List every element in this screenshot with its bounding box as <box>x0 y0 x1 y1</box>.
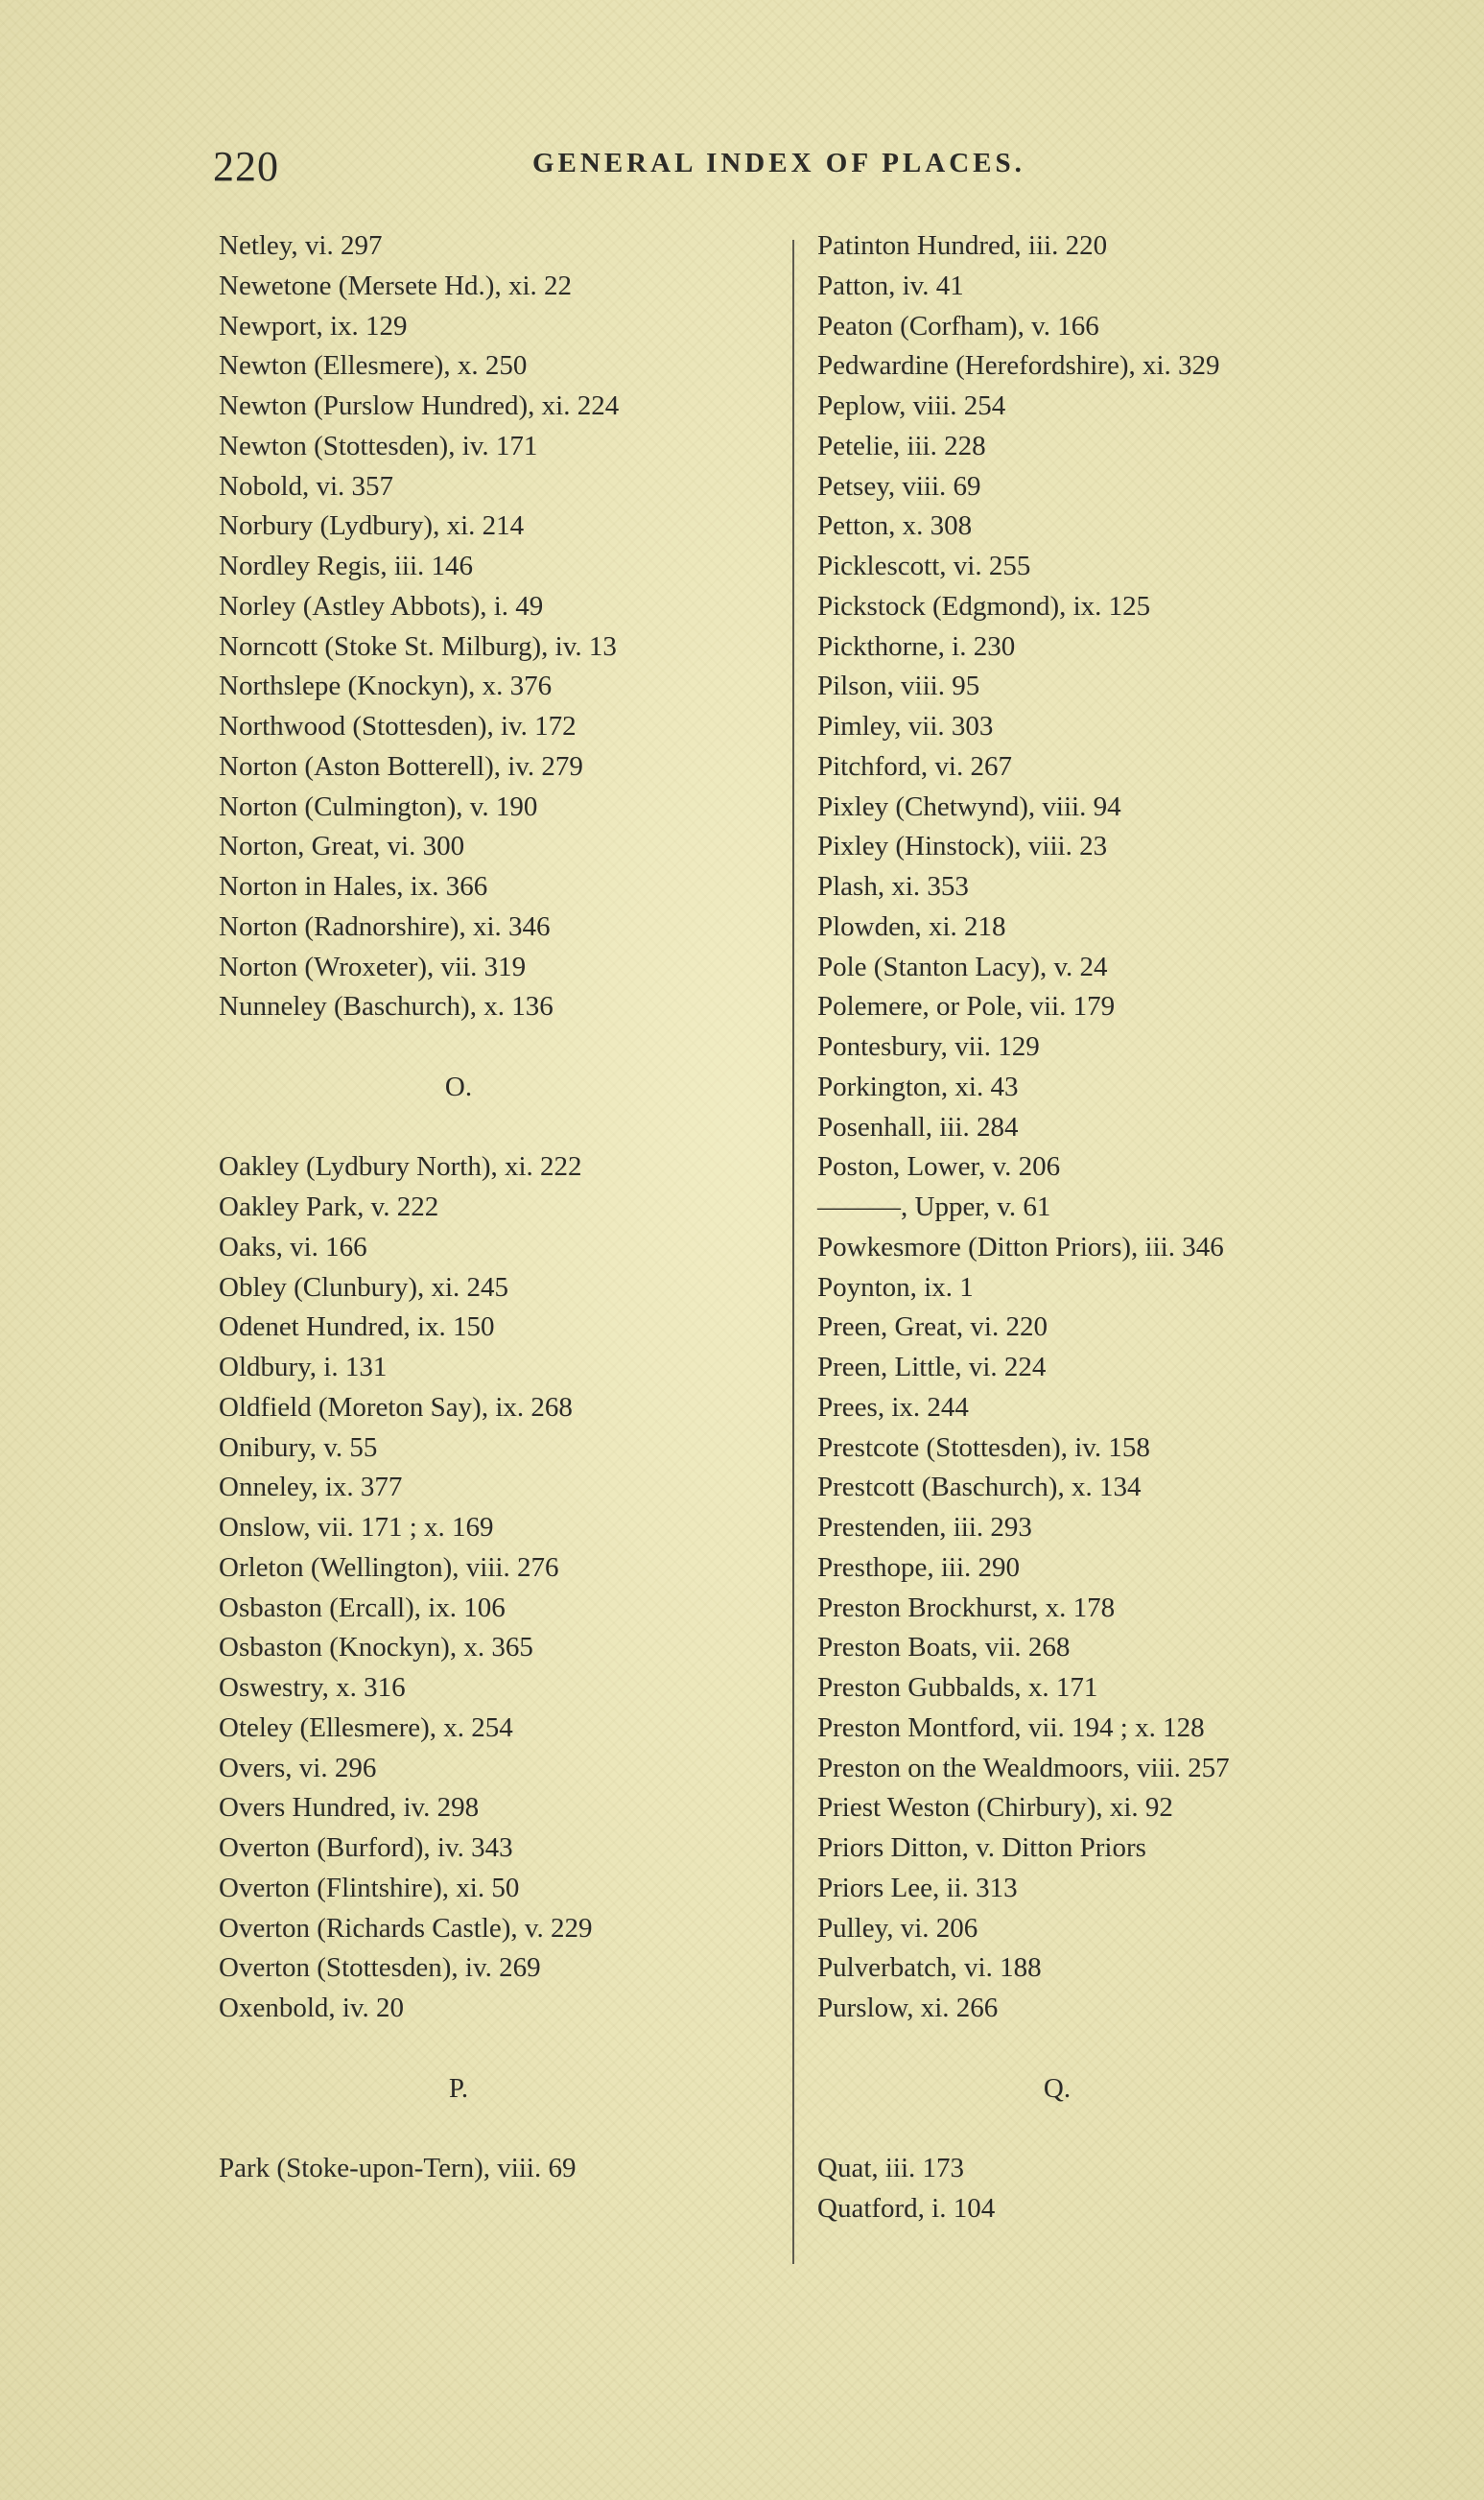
index-entry: Peplow, viii. 254 <box>817 390 1006 421</box>
index-entry: Pixley (Chetwynd), viii. 94 <box>817 790 1121 822</box>
index-entry: Northslepe (Knockyn), x. 376 <box>219 671 553 702</box>
index-entry: Osbaston (Knockyn), x. 365 <box>219 1632 533 1663</box>
index-entry: Preston Boats, vii. 268 <box>817 1632 1071 1663</box>
section-heading-q: Q. <box>1043 2072 1072 2104</box>
index-entry: Pulverbatch, vi. 188 <box>817 1952 1042 1984</box>
index-entry: Pilson, viii. 95 <box>817 671 980 702</box>
index-entry: Newton (Ellesmere), x. 250 <box>219 350 528 382</box>
page-number: 220 <box>213 143 279 190</box>
q-entries <box>817 2149 1354 2229</box>
index-entry: Overton (Richards Castle), v. 229 <box>219 1912 593 1944</box>
index-entry: Norton (Radnorshire), xi. 346 <box>219 910 551 942</box>
index-entry: Norton, Great, vi. 300 <box>219 831 465 862</box>
index-entry: Picklescott, vi. 255 <box>817 551 1031 581</box>
spacer <box>219 2109 756 2149</box>
index-entry: Plowden, xi. 218 <box>817 910 1006 942</box>
spacer <box>817 2029 1354 2069</box>
index-entry: Osbaston (Ercall), ix. 106 <box>219 1592 506 1623</box>
index-entry: Overs, vi. 296 <box>219 1752 377 1783</box>
index-entry: Nordley Regis, iii. 146 <box>219 551 474 581</box>
index-entry: Oakley (Lydbury North), xi. 222 <box>219 1151 582 1183</box>
index-entry: Pickstock (Edgmond), ix. 125 <box>817 590 1151 622</box>
index-entry: Petsey, viii. 69 <box>817 470 981 502</box>
index-entry: Pontesbury, vii. 129 <box>817 1031 1040 1062</box>
index-entry: ———, Upper, v. 61 <box>817 1191 1051 1222</box>
index-entry: Powkesmore (Ditton Priors), iii. 346 <box>817 1231 1224 1262</box>
index-entry: Oldbury, i. 131 <box>219 1352 388 1382</box>
index-entry: Norbury (Lydbury), xi. 214 <box>219 510 525 542</box>
index-entry: Oxenbold, iv. 20 <box>219 1993 405 2023</box>
left-column <box>219 226 756 2189</box>
index-entry: Norncott (Stoke St. Milburg), iv. 13 <box>219 630 617 662</box>
index-entry: Patinton Hundred, iii. 220 <box>817 230 1108 261</box>
index-entry: Overton (Flintshire), xi. 50 <box>219 1872 520 1903</box>
index-entry: Oteley (Ellesmere), x. 254 <box>219 1711 513 1743</box>
index-entry: Newport, ix. 129 <box>219 310 408 342</box>
index-entry: Onslow, vii. 171 ; x. 169 <box>219 1512 494 1543</box>
index-entry: Norton in Hales, ix. 366 <box>219 871 488 902</box>
index-entry: Posenhall, iii. 284 <box>817 1111 1019 1143</box>
index-entry: Oaks, vi. 166 <box>219 1231 367 1262</box>
spacer <box>219 2029 756 2069</box>
index-entry: Pole (Stanton Lacy), v. 24 <box>817 951 1108 982</box>
running-head: GENERAL INDEX OF PLACES. <box>532 148 1025 178</box>
index-entry: Overton (Burford), iv. 343 <box>219 1832 513 1863</box>
index-entry: Northwood (Stottesden), iv. 172 <box>219 711 577 742</box>
section-heading-o: O. <box>444 1071 473 1102</box>
index-entry: Nunneley (Baschurch), x. 136 <box>219 991 554 1023</box>
index-entry: Onibury, v. 55 <box>219 1431 378 1463</box>
index-entry: Patton, iv. 41 <box>817 270 964 301</box>
index-entry: Preston on the Wealdmoors, viii. 257 <box>817 1752 1230 1783</box>
index-entry: Priest Weston (Chirbury), xi. 92 <box>817 1792 1173 1824</box>
index-entry: Oldfield (Moreton Say), ix. 268 <box>219 1391 573 1423</box>
index-entry: Preen, Little, vi. 224 <box>817 1352 1047 1382</box>
index-entry: Netley, vi. 297 <box>219 230 383 261</box>
index-entry: Newton (Purslow Hundred), xi. 224 <box>219 390 620 421</box>
index-entry: Pitchford, vi. 267 <box>817 750 1012 782</box>
index-entry: Petton, x. 308 <box>817 510 973 542</box>
index-entry: Norton (Aston Botterell), iv. 279 <box>219 750 583 782</box>
spacer <box>219 1108 756 1148</box>
right-column <box>817 226 1354 2229</box>
index-entry: Poston, Lower, v. 206 <box>817 1151 1061 1183</box>
index-entry: Preston Gubbalds, x. 171 <box>817 1672 1098 1703</box>
n-entries <box>219 226 756 1027</box>
index-entry: Overs Hundred, iv. 298 <box>219 1792 480 1824</box>
index-entry: Polemere, or Pole, vii. 179 <box>817 991 1116 1023</box>
index-entry: Orleton (Wellington), viii. 276 <box>219 1551 559 1583</box>
index-entry: Pimley, vii. 303 <box>817 711 994 742</box>
p-entries-left <box>219 2149 756 2189</box>
index-entry: Pulley, vi. 206 <box>817 1912 978 1944</box>
spacer <box>817 2109 1354 2149</box>
o-entries <box>219 1147 756 2029</box>
index-entry: Quat, iii. 173 <box>817 2153 965 2183</box>
index-entry: Pickthorne, i. 230 <box>817 630 1016 662</box>
index-entry: Oakley Park, v. 222 <box>219 1191 439 1222</box>
column-divider <box>792 240 794 2264</box>
index-entry: Pixley (Hinstock), viii. 23 <box>817 831 1108 862</box>
index-entry: Preston Montford, vii. 194 ; x. 128 <box>817 1711 1205 1743</box>
index-entry: Petelie, iii. 228 <box>817 430 986 461</box>
index-entry: Preston Brockhurst, x. 178 <box>817 1592 1116 1623</box>
index-entry: Overton (Stottesden), iv. 269 <box>219 1952 541 1984</box>
index-entry: Priors Lee, ii. 313 <box>817 1872 1018 1903</box>
index-entry: Odenet Hundred, ix. 150 <box>219 1311 495 1343</box>
index-entry: Newton (Stottesden), iv. 171 <box>219 430 538 461</box>
index-entry: Preen, Great, vi. 220 <box>817 1311 1048 1343</box>
index-entry: Presthope, iii. 290 <box>817 1551 1021 1583</box>
spacer <box>219 1027 756 1068</box>
index-entry: Poynton, ix. 1 <box>817 1271 974 1303</box>
index-entry: Onneley, ix. 377 <box>219 1472 403 1503</box>
index-entry: Quatford, i. 104 <box>817 2192 996 2224</box>
index-entry: Park (Stoke-upon-Tern), viii. 69 <box>219 2153 577 2183</box>
index-entry: Norton (Wroxeter), vii. 319 <box>219 951 527 982</box>
index-entry: Prestenden, iii. 293 <box>817 1512 1032 1543</box>
index-entry: Norley (Astley Abbots), i. 49 <box>219 590 544 622</box>
index-entry: Porkington, xi. 43 <box>817 1071 1019 1102</box>
index-entry: Purslow, xi. 266 <box>817 1993 999 2023</box>
index-entry: Nobold, vi. 357 <box>219 470 394 502</box>
index-entry: Prestcott (Baschurch), x. 134 <box>817 1472 1142 1503</box>
index-entry: Oswestry, x. 316 <box>219 1672 406 1703</box>
index-entry: Plash, xi. 353 <box>817 871 969 902</box>
index-entry: Prestcote (Stottesden), iv. 158 <box>817 1431 1150 1463</box>
p-entries-right <box>817 226 1354 2029</box>
index-entry: Norton (Culmington), v. 190 <box>219 790 538 822</box>
index-entry: Obley (Clunbury), xi. 245 <box>219 1271 509 1303</box>
section-heading-p: P. <box>448 2072 469 2104</box>
index-entry: Peaton (Corfham), v. 166 <box>817 310 1099 342</box>
index-entry: Priors Ditton, v. Ditton Priors <box>817 1832 1146 1863</box>
index-entry: Newetone (Mersete Hd.), xi. 22 <box>219 270 573 301</box>
index-entry: Pedwardine (Herefordshire), xi. 329 <box>817 350 1220 382</box>
index-entry: Prees, ix. 244 <box>817 1391 969 1423</box>
